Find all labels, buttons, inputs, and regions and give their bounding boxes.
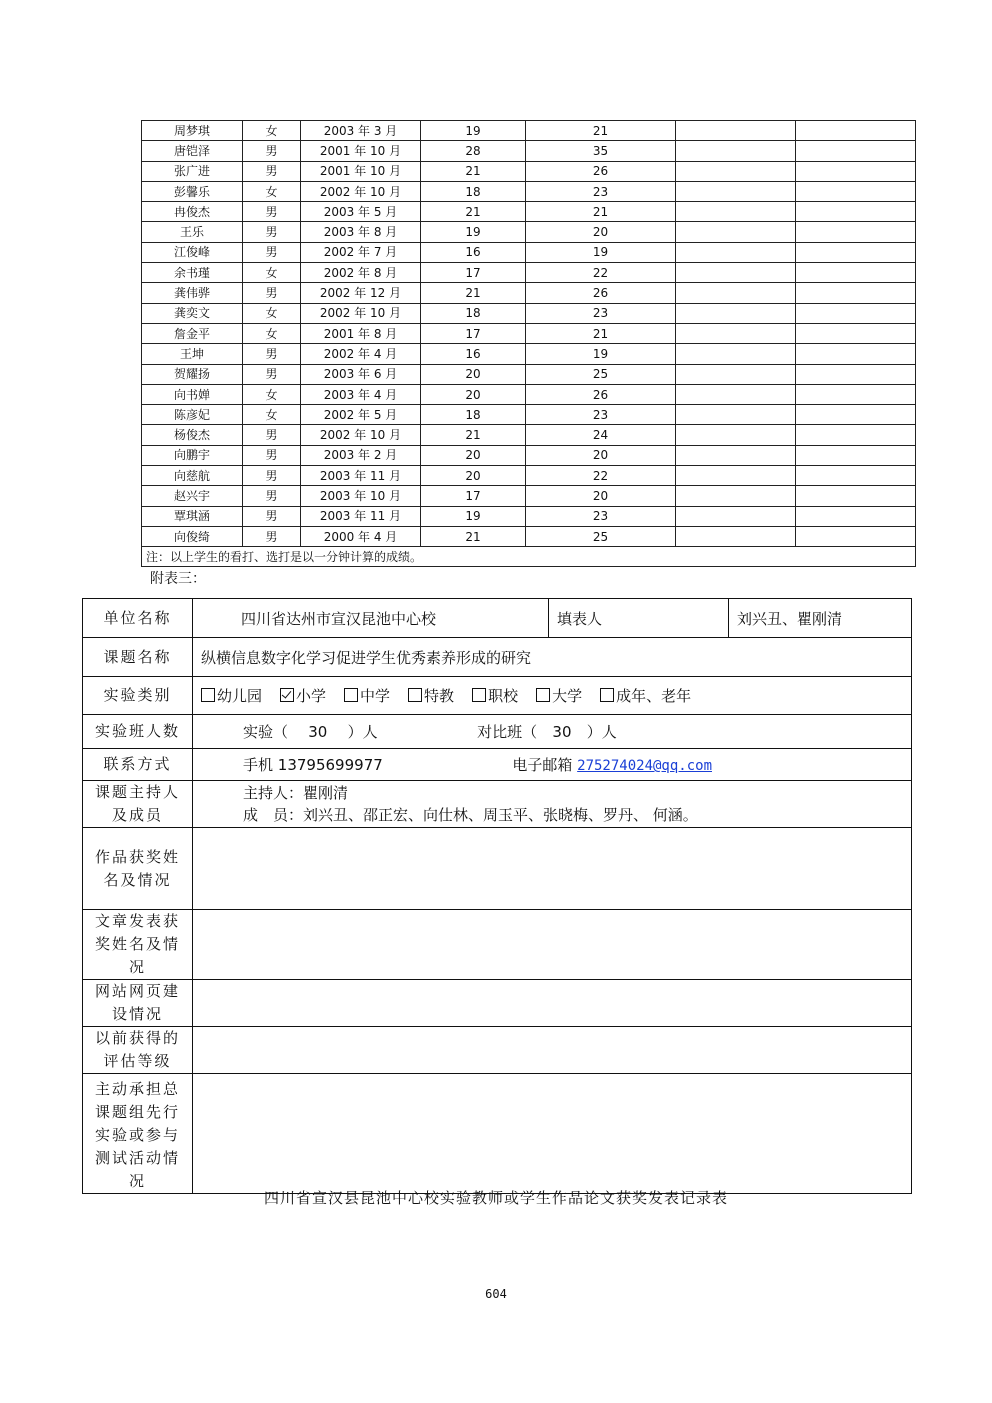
student-score-2: 26 [526, 161, 676, 181]
appendix-label: 附表三： [150, 571, 206, 587]
student-row [142, 323, 916, 343]
category-label: 实验类别 [83, 677, 193, 715]
table-note: 注：以上学生的看打、选打是以一分钟计算的成绩。 [142, 547, 916, 567]
empty-cell [796, 242, 916, 262]
student-birth: 2003 年 6 月 [301, 364, 421, 384]
student-name: 龚伟骅 [142, 283, 243, 303]
student-score-1: 17 [421, 486, 526, 506]
empty-cell [676, 466, 796, 486]
student-gender: 男 [243, 425, 301, 445]
student-score-2: 23 [526, 181, 676, 201]
filler-label: 填表人 [549, 599, 729, 638]
student-name: 陈彦妃 [142, 405, 243, 425]
empty-cell [796, 405, 916, 425]
awards-value[interactable] [193, 828, 912, 910]
host-line: 主持人：瞿刚清 [243, 784, 349, 802]
student-name: 彭馨乐 [142, 181, 243, 201]
empty-cell [796, 466, 916, 486]
student-name: 杨俊杰 [142, 425, 243, 445]
student-gender: 男 [243, 222, 301, 242]
student-birth: 2002 年 5 月 [301, 405, 421, 425]
student-row [142, 405, 916, 425]
form-caption: 四川省宣汉县昆池中心校实验教师或学生作品论文获奖发表记录表 [263, 1189, 728, 1207]
student-name: 覃琪涵 [142, 506, 243, 526]
student-score-2: 25 [526, 364, 676, 384]
student-birth: 2003 年 10 月 [301, 486, 421, 506]
host-label: 课题主持人及成员 [83, 781, 193, 828]
student-score-2: 23 [526, 303, 676, 323]
student-score-2: 20 [526, 486, 676, 506]
student-gender: 男 [243, 161, 301, 181]
rating-value[interactable] [193, 1027, 912, 1074]
table-note-row [142, 547, 916, 567]
student-row [142, 364, 916, 384]
class-count-row [83, 715, 912, 749]
empty-cell [676, 425, 796, 445]
student-gender: 女 [243, 121, 301, 141]
checkbox-icon[interactable] [536, 688, 550, 702]
student-score-2: 22 [526, 466, 676, 486]
category-option[interactable] [201, 687, 262, 705]
empty-cell [676, 445, 796, 465]
email-prefix: 电子邮箱 [512, 756, 573, 774]
empty-cell [796, 486, 916, 506]
articles-row [83, 910, 912, 980]
student-score-1: 19 [421, 506, 526, 526]
student-gender: 男 [243, 364, 301, 384]
student-score-1: 21 [421, 526, 526, 546]
empty-cell [676, 263, 796, 283]
empty-cell [796, 161, 916, 181]
topic-label: 课题名称 [83, 638, 193, 677]
student-name: 唐铠泽 [142, 141, 243, 161]
activities-label: 主动承担总课题组先行实验或参与测试活动情况 [83, 1074, 193, 1194]
student-birth: 2002 年 10 月 [301, 181, 421, 201]
student-name: 周梦琪 [142, 121, 243, 141]
student-birth: 2003 年 11 月 [301, 506, 421, 526]
student-score-2: 20 [526, 222, 676, 242]
student-name: 冉俊杰 [142, 202, 243, 222]
checkbox-icon[interactable] [472, 688, 486, 702]
host-row [83, 781, 912, 828]
student-score-1: 20 [421, 384, 526, 404]
student-birth: 2003 年 4 月 [301, 384, 421, 404]
awards-label: 作品获奖姓名及情况 [83, 828, 193, 910]
student-birth: 2003 年 3 月 [301, 121, 421, 141]
student-score-2: 23 [526, 405, 676, 425]
student-score-1: 19 [421, 222, 526, 242]
student-birth: 2002 年 8 月 [301, 263, 421, 283]
student-row [142, 263, 916, 283]
student-row [142, 121, 916, 141]
student-score-1: 21 [421, 283, 526, 303]
student-birth: 2002 年 4 月 [301, 344, 421, 364]
student-gender: 男 [243, 141, 301, 161]
student-name: 贺耀扬 [142, 364, 243, 384]
student-score-2: 26 [526, 384, 676, 404]
student-gender: 男 [243, 466, 301, 486]
topic-row [83, 638, 912, 677]
empty-cell [676, 303, 796, 323]
student-score-1: 21 [421, 425, 526, 445]
empty-cell [796, 323, 916, 343]
activities-value[interactable] [193, 1074, 912, 1194]
student-score-1: 16 [421, 242, 526, 262]
experiment-info-form [82, 598, 912, 1194]
student-score-2: 21 [526, 121, 676, 141]
student-score-1: 21 [421, 202, 526, 222]
category-row [83, 677, 912, 715]
student-name: 江俊峰 [142, 242, 243, 262]
empty-cell [796, 425, 916, 445]
checkbox-icon[interactable] [600, 688, 614, 702]
phone-number: 13795699977 [277, 756, 383, 774]
student-score-table [141, 120, 916, 567]
student-row [142, 506, 916, 526]
student-score-1: 18 [421, 405, 526, 425]
student-gender: 男 [243, 242, 301, 262]
empty-cell [676, 405, 796, 425]
student-row [142, 141, 916, 161]
student-name: 向俊绮 [142, 526, 243, 546]
empty-cell [676, 384, 796, 404]
student-score-1: 19 [421, 121, 526, 141]
class-count-label: 实验班人数 [83, 715, 193, 749]
student-birth: 2003 年 11 月 [301, 466, 421, 486]
student-gender: 女 [243, 303, 301, 323]
student-gender: 女 [243, 181, 301, 201]
articles-value[interactable] [193, 910, 912, 980]
empty-cell [796, 263, 916, 283]
student-name: 龚奕文 [142, 303, 243, 323]
student-score-2: 24 [526, 425, 676, 445]
student-score-1: 17 [421, 263, 526, 283]
student-birth: 2000 年 4 月 [301, 526, 421, 546]
student-gender: 男 [243, 526, 301, 546]
student-name: 赵兴宇 [142, 486, 243, 506]
experiment-suffix: ）人 [347, 723, 378, 741]
empty-cell [796, 364, 916, 384]
student-row [142, 181, 916, 201]
student-gender: 男 [243, 506, 301, 526]
student-name: 王坤 [142, 344, 243, 364]
student-row [142, 425, 916, 445]
student-birth: 2001 年 10 月 [301, 141, 421, 161]
checkbox-icon[interactable] [408, 688, 422, 702]
empty-cell [796, 141, 916, 161]
empty-cell [796, 222, 916, 242]
phone-prefix: 手机 [243, 756, 274, 774]
student-row [142, 242, 916, 262]
email-link[interactable]: 275274024@qq.com [577, 758, 712, 774]
unit-row [83, 599, 912, 638]
checked-checkbox-icon[interactable] [280, 688, 294, 702]
empty-cell [796, 506, 916, 526]
category-options [193, 677, 912, 715]
rating-label: 以前获得的评估等级 [83, 1027, 193, 1074]
student-score-1: 18 [421, 181, 526, 201]
student-row [142, 283, 916, 303]
student-gender: 女 [243, 323, 301, 343]
student-gender: 男 [243, 344, 301, 364]
student-name: 向慈航 [142, 466, 243, 486]
student-score-2: 23 [526, 506, 676, 526]
student-birth: 2003 年 2 月 [301, 445, 421, 465]
empty-cell [676, 283, 796, 303]
contact-label: 联系方式 [83, 749, 193, 781]
category-option-label: 幼儿园 [217, 687, 263, 705]
student-score-2: 25 [526, 526, 676, 546]
empty-cell [676, 121, 796, 141]
student-row [142, 384, 916, 404]
filler-value: 刘兴丑、瞿刚清 [729, 599, 912, 638]
category-option-label: 职校 [488, 687, 519, 705]
empty-cell [796, 202, 916, 222]
student-row [142, 161, 916, 181]
student-score-2: 21 [526, 323, 676, 343]
category-option[interactable] [408, 687, 454, 705]
student-gender: 女 [243, 384, 301, 404]
empty-cell [676, 526, 796, 546]
empty-cell [676, 344, 796, 364]
student-score-2: 20 [526, 445, 676, 465]
student-gender: 男 [243, 283, 301, 303]
student-name: 张广进 [142, 161, 243, 181]
topic-value: 纵横信息数字化学习促进学生优秀素养形成的研究 [193, 638, 912, 677]
members-line: 成 员：刘兴丑、邵正宏、向仕林、周玉平、张晓梅、罗丹、 何涵。 [243, 806, 698, 824]
student-birth: 2002 年 12 月 [301, 283, 421, 303]
experiment-count: 30 [308, 723, 328, 741]
student-score-2: 35 [526, 141, 676, 161]
student-score-1: 21 [421, 161, 526, 181]
category-option-label: 小学 [296, 687, 327, 705]
student-score-2: 19 [526, 242, 676, 262]
student-score-2: 26 [526, 283, 676, 303]
unit-value: 四川省达州市宣汉昆池中心校 [193, 599, 549, 638]
student-birth: 2001 年 10 月 [301, 161, 421, 181]
website-label: 网站网页建设情况 [83, 980, 193, 1027]
student-row [142, 445, 916, 465]
empty-cell [796, 526, 916, 546]
student-row [142, 466, 916, 486]
category-option[interactable] [472, 687, 518, 705]
unit-label: 单位名称 [83, 599, 193, 638]
website-row [83, 980, 912, 1027]
empty-cell [796, 384, 916, 404]
articles-label: 文章发表获奖姓名及情况 [83, 910, 193, 980]
checkbox-icon[interactable] [201, 688, 215, 702]
student-birth: 2003 年 5 月 [301, 202, 421, 222]
student-name: 詹金平 [142, 323, 243, 343]
student-birth: 2002 年 7 月 [301, 242, 421, 262]
student-name: 向书婵 [142, 384, 243, 404]
empty-cell [676, 141, 796, 161]
empty-cell [676, 364, 796, 384]
contact-row [83, 749, 912, 781]
empty-cell [796, 303, 916, 323]
student-score-1: 20 [421, 364, 526, 384]
checkbox-icon[interactable] [344, 688, 358, 702]
student-name: 王乐 [142, 222, 243, 242]
student-birth: 2001 年 8 月 [301, 323, 421, 343]
student-row [142, 344, 916, 364]
category-option-label: 中学 [360, 687, 391, 705]
control-prefix: 对比班（ [477, 723, 538, 741]
student-score-1: 18 [421, 303, 526, 323]
student-gender: 女 [243, 405, 301, 425]
student-gender: 女 [243, 263, 301, 283]
control-suffix: ）人 [586, 723, 617, 741]
student-row [142, 202, 916, 222]
rating-row [83, 1027, 912, 1074]
empty-cell [676, 181, 796, 201]
student-birth: 2002 年 10 月 [301, 425, 421, 445]
student-score-2: 22 [526, 263, 676, 283]
student-row [142, 526, 916, 546]
student-birth: 2002 年 10 月 [301, 303, 421, 323]
student-score-2: 21 [526, 202, 676, 222]
empty-cell [676, 202, 796, 222]
empty-cell [796, 181, 916, 201]
category-option-label: 大学 [552, 687, 583, 705]
student-name: 余书瑾 [142, 263, 243, 283]
page-number: 604 [485, 1287, 507, 1301]
category-option-label: 特教 [424, 687, 455, 705]
empty-cell [676, 242, 796, 262]
student-score-1: 20 [421, 466, 526, 486]
category-option[interactable] [344, 687, 390, 705]
empty-cell [676, 486, 796, 506]
activities-row [83, 1074, 912, 1194]
empty-cell [796, 121, 916, 141]
control-count: 30 [552, 723, 572, 741]
website-value[interactable] [193, 980, 912, 1027]
empty-cell [676, 323, 796, 343]
category-option[interactable] [600, 687, 691, 705]
student-gender: 男 [243, 486, 301, 506]
student-score-1: 20 [421, 445, 526, 465]
student-score-2: 19 [526, 344, 676, 364]
empty-cell [676, 506, 796, 526]
student-score-1: 17 [421, 323, 526, 343]
student-row [142, 303, 916, 323]
student-gender: 男 [243, 202, 301, 222]
student-row [142, 222, 916, 242]
empty-cell [796, 283, 916, 303]
awards-row [83, 828, 912, 910]
category-option[interactable] [280, 687, 326, 705]
category-option[interactable] [536, 687, 582, 705]
empty-cell [796, 344, 916, 364]
student-birth: 2003 年 8 月 [301, 222, 421, 242]
experiment-prefix: 实验（ [243, 723, 289, 741]
category-option-label: 成年、老年 [616, 687, 692, 705]
student-gender: 男 [243, 445, 301, 465]
empty-cell [676, 161, 796, 181]
student-score-1: 28 [421, 141, 526, 161]
student-name: 向鹏宇 [142, 445, 243, 465]
student-score-1: 16 [421, 344, 526, 364]
empty-cell [676, 222, 796, 242]
empty-cell [796, 445, 916, 465]
student-row [142, 486, 916, 506]
